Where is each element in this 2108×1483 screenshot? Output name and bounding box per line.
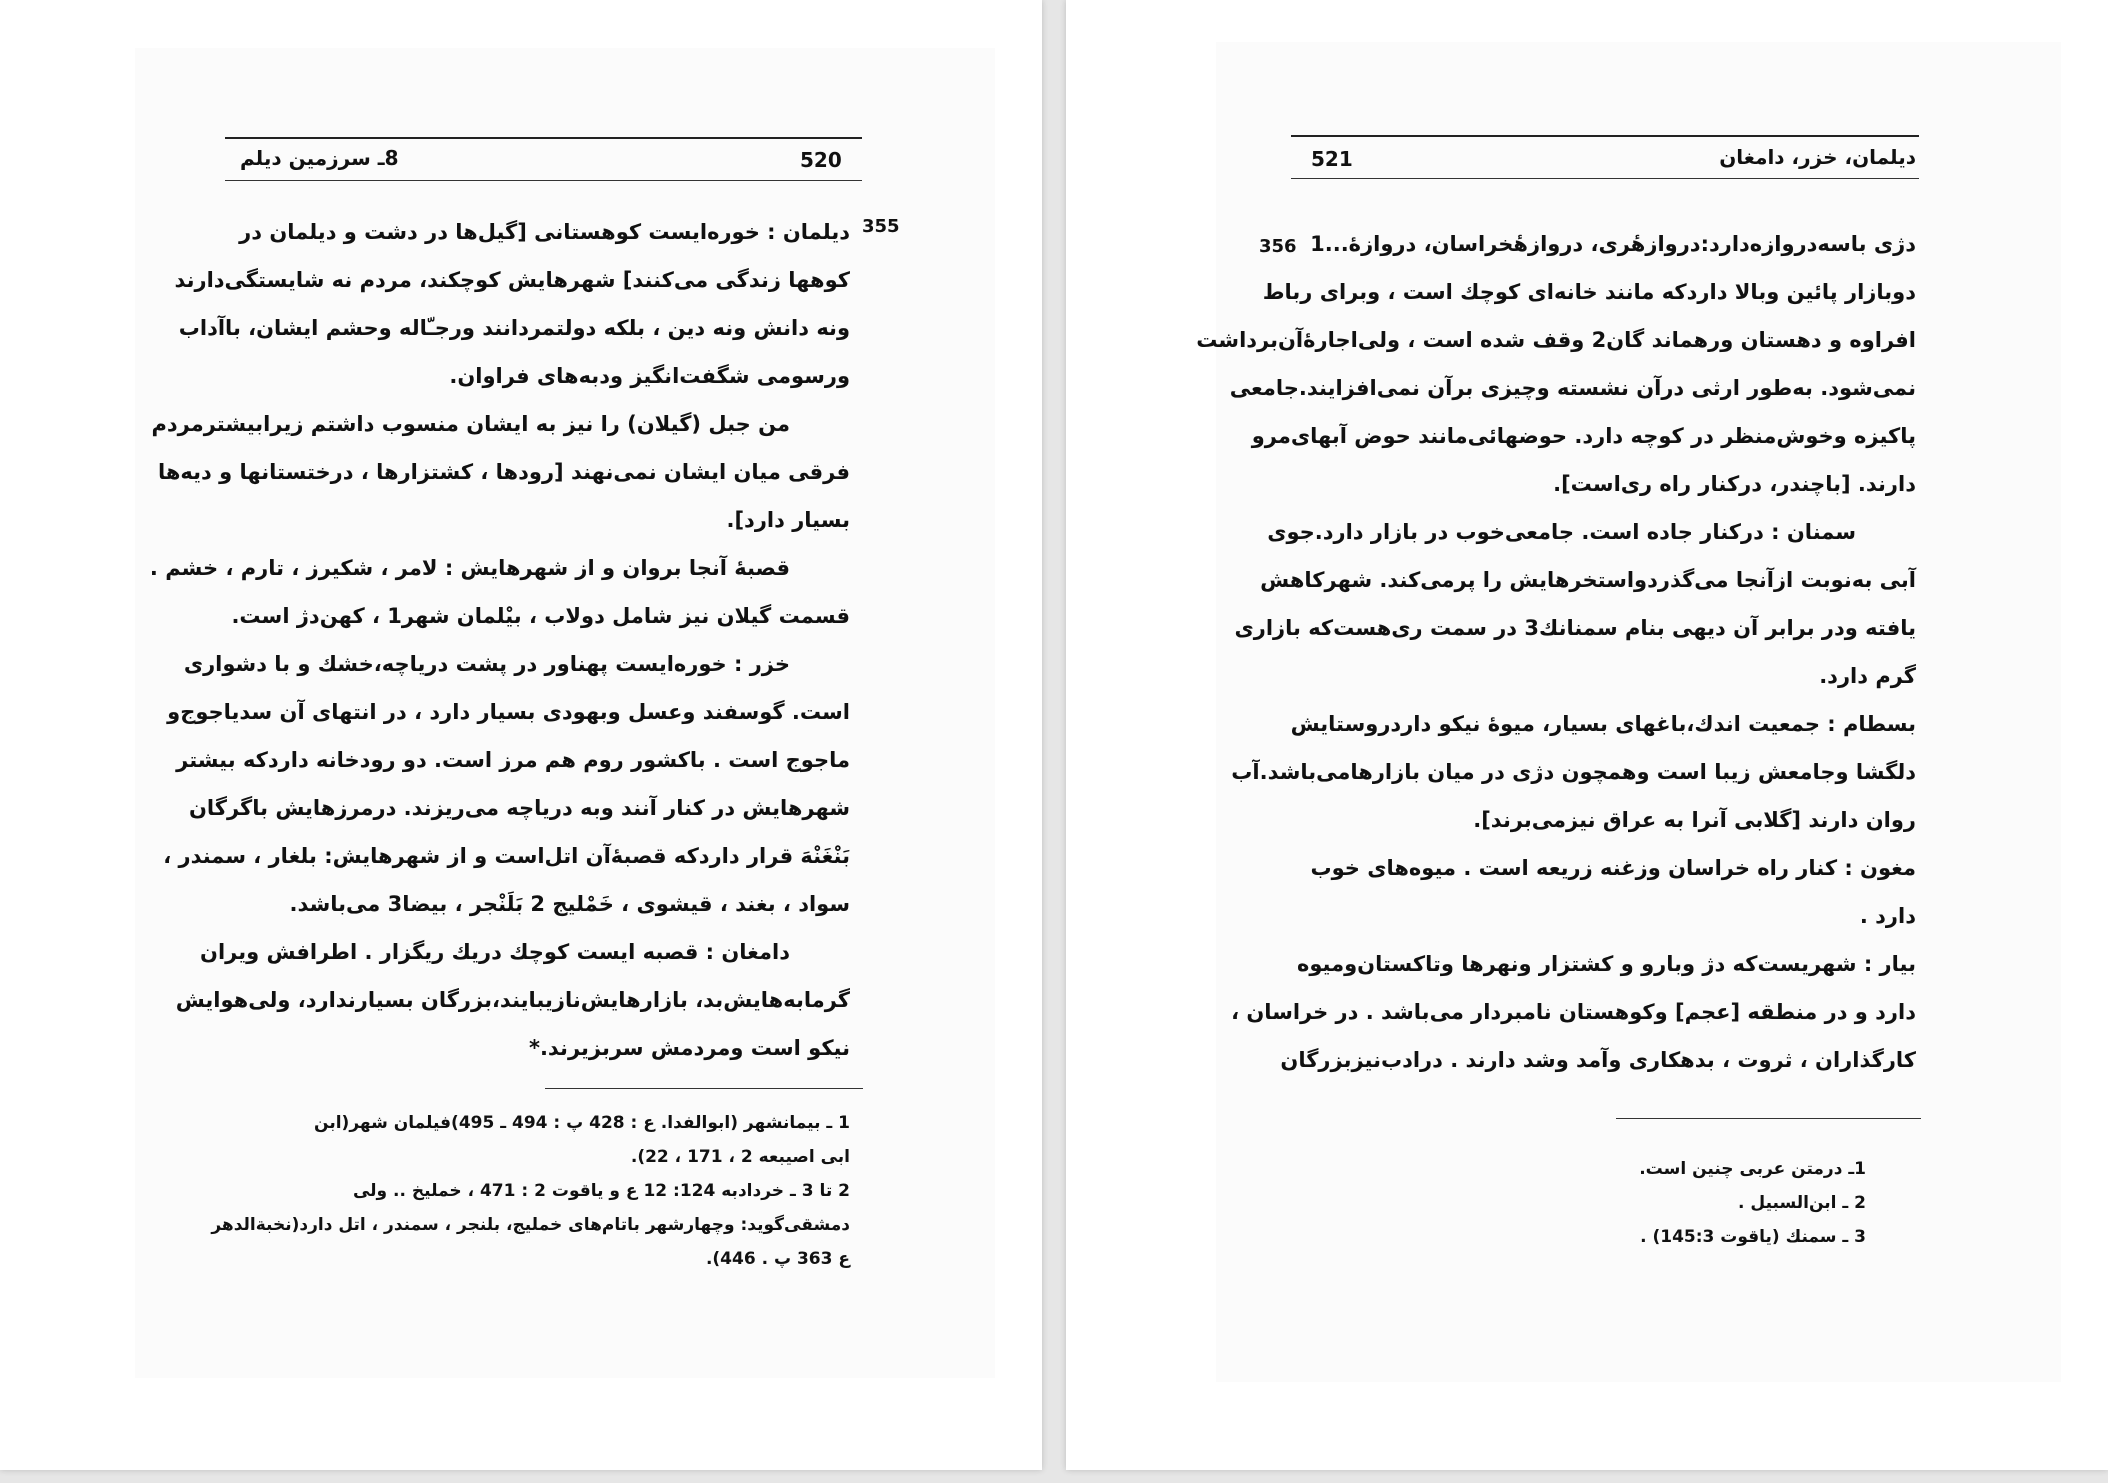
footnote-rule <box>545 1088 863 1089</box>
running-head: 8ـ سرزمین دیلم <box>240 146 399 170</box>
footnotes <box>211 1106 850 1276</box>
text-line: دیلمان : خوره‌ایست کوهستانی [گیل‌ها در دشت و دیلمان در <box>239 220 850 244</box>
page-number: 521 <box>1311 147 1353 171</box>
text-line: سمنان : درکنار جاده است. جامعی‌خوب در بازار دارد.جوی <box>1267 520 1856 544</box>
footnote-line: 2 ـ ابن‌السبیل . <box>1738 1193 1866 1213</box>
running-head: دیلمان، خزر، دامغان <box>1719 145 1916 169</box>
text-line: خزر : خوره‌ایست پهناور در پشت دریاچه،خشك و با دشواری <box>183 652 790 676</box>
body-text <box>149 208 850 1072</box>
text-line: من جبل (گیلان) را نیز به ایشان منسوب داشتم زیرابیشترمردم <box>151 412 790 436</box>
text-line: سواد ، بغند ، قیشوی ، خَمْلیج 2 بَلَنْجر ، بیضا3 می‌باشد. <box>289 892 850 916</box>
text-line: شهرهایش در کنار آنند وبه دریاچه می‌ریزند. درمرزهایش باگرگان <box>188 796 850 820</box>
right-page <box>1066 0 2108 1470</box>
text-line: نمی‌شود. به‌طور ارثی درآن نشسته وچیزی برآن نمی‌افزایند.جامعی <box>1229 376 1916 400</box>
footnote-line: ع 363 پ . 446). <box>705 1249 850 1269</box>
text-line: روان دارند [گلابی آنرا به عراق نیزمی‌برند]. <box>1473 808 1916 832</box>
page-number: 520 <box>800 148 842 172</box>
left-page <box>0 0 1042 1470</box>
text-line: ورسومی شگفت‌انگیز ودبه‌های فراوان. <box>449 364 850 388</box>
text-line: نیکو است ومردمش سربزیرند.* <box>528 1036 850 1060</box>
text-line: بسطام : جمعیت اندك،باغهای بسیار، میوهٔ نیکو داردروستایش <box>1290 712 1916 736</box>
text-line: گرمابه‌هایش‌بد، بازارهایش‌نازیبایند،بزرگان بسیارندارد، ولی‌هوایش <box>175 988 850 1012</box>
text-line: کارگذاران ، ثروت ، بدهکاری وآمد وشد دارند . درادب‌نیزبزرگان <box>1280 1048 1916 1072</box>
header-top-rule <box>1291 135 1919 137</box>
text-line: بیار : شهریست‌که دژ وبارو و کشتزار ونهرها وتاکستان‌ومیوه <box>1296 952 1916 976</box>
text-line: کوهها زندگی می‌کنند] شهرهایش کوچکند، مردم نه شایستگی‌دارند <box>174 268 850 292</box>
text-line: دارند. [باچندر، درکنار راه ری‌است]. <box>1553 472 1916 496</box>
text-line: پاکیزه وخوش‌منظر در کوچه دارد. حوضهائی‌مانند حوض آبهای‌مرو <box>1251 424 1916 448</box>
text-line: مغون : کنار راه خراسان وزغنه زریعه است . میوه‌های خوب <box>1310 856 1916 880</box>
text-line: دوبازار پائین وبالا داردکه مانند خانه‌ای کوچك است ، وبرای رباط <box>1262 280 1916 304</box>
text-line: دژی باسه‌دروازه‌دارد:دروازهٔری، دروازهٔخراسان، دروازهٔ...1 <box>1310 232 1916 256</box>
header-bottom-rule <box>1291 178 1919 179</box>
footnote-line: 2 تا 3 ـ خردادبه 124: 12 ع و یاقوت 2 : 471 ، خملیخ .. ولی <box>352 1181 850 1201</box>
margin-number: 356 <box>1259 236 1297 257</box>
text-line: یافته ودر برابر آن دیهی بنام سمنانك3 در سمت ری‌هست‌که بازاری <box>1234 616 1916 640</box>
text-line: آبی به‌نوبت ازآنجا می‌گذردواستخرهایش را پرمی‌کند. شهرکاهش <box>1260 568 1916 592</box>
footnote-line: 3 ـ سمنك (یاقوت 145:3) . <box>1640 1227 1866 1247</box>
footnote-line: 1ـ درمتن عربی چنین است. <box>1639 1159 1866 1179</box>
header-bottom-rule <box>225 180 862 181</box>
footnote-line: ابی اصیبعه 2 ، 171 ، 22). <box>630 1147 850 1167</box>
footnote-line: 1 ـ بیمانشهر (ابوالفدا. ع : 428 پ : 494 ـ 495)فیلمان شهر(ابن <box>314 1113 850 1133</box>
text-line: بَنْغَنْهَ قرار داردکه قصبهٔ‌آن اتل‌است و از شهرهایش: بلغار ، سمندر ، <box>163 844 850 868</box>
text-line: گرم دارد. <box>1819 664 1916 688</box>
text-line: دارد . <box>1859 904 1916 928</box>
margin-number: 355 <box>862 216 900 237</box>
text-line: قسمت گیلان نیز شامل دولاب ، بیْلمان شهر1 ، کهن‌دژ است. <box>231 604 850 628</box>
text-line: بسیار دارد]. <box>726 508 850 532</box>
text-line: است. گوسفند وعسل وبهودی بسیار دارد ، در انتهای آن سدیاجوج‌و <box>167 700 850 724</box>
header-top-rule <box>225 137 862 139</box>
text-line: افراوه و دهستان ورهماند گان2 وقف شده است ، ولی‌اجارهٔ‌آن‌برداشت <box>1196 328 1916 352</box>
text-line: دامغان : قصبه ایست کوچك دریك ریگزار . اطرافش ویران <box>200 940 790 964</box>
text-line: دارد و در منطقه [عجم] وکوهستان نامبردار می‌باشد . در خراسان ، <box>1231 1000 1916 1024</box>
footnote-line: دمشقی‌گوید: وچهارشهر باتام‌های خملیج، بلنجر ، سمندر ، اتل دارد(نخبةالدهر <box>211 1215 850 1235</box>
text-line: فرقی میان ایشان نمی‌نهند [رودها ، کشتزارها ، درختستانها و دیه‌ها <box>157 460 850 484</box>
text-line: ونه دانش ونه دین ، بلکه دولتمردانند ورجـّاله وحشم ایشان، باآداب <box>178 316 850 340</box>
footnotes <box>1366 1152 1926 1254</box>
text-line: قصبهٔ آنجا بروان و از شهرهایش : لامر ، شکیرز ، تارم ، خشم . <box>149 556 790 580</box>
footnote-rule <box>1616 1118 1921 1119</box>
text-line: دلگشا وجامعش زیبا است وهمچون دژی در میان بازارهامی‌باشد.آب <box>1231 760 1916 784</box>
text-line: ماجوج است . باکشور روم هم مرز است. دو رودخانه داردکه بیشتر <box>176 748 850 772</box>
